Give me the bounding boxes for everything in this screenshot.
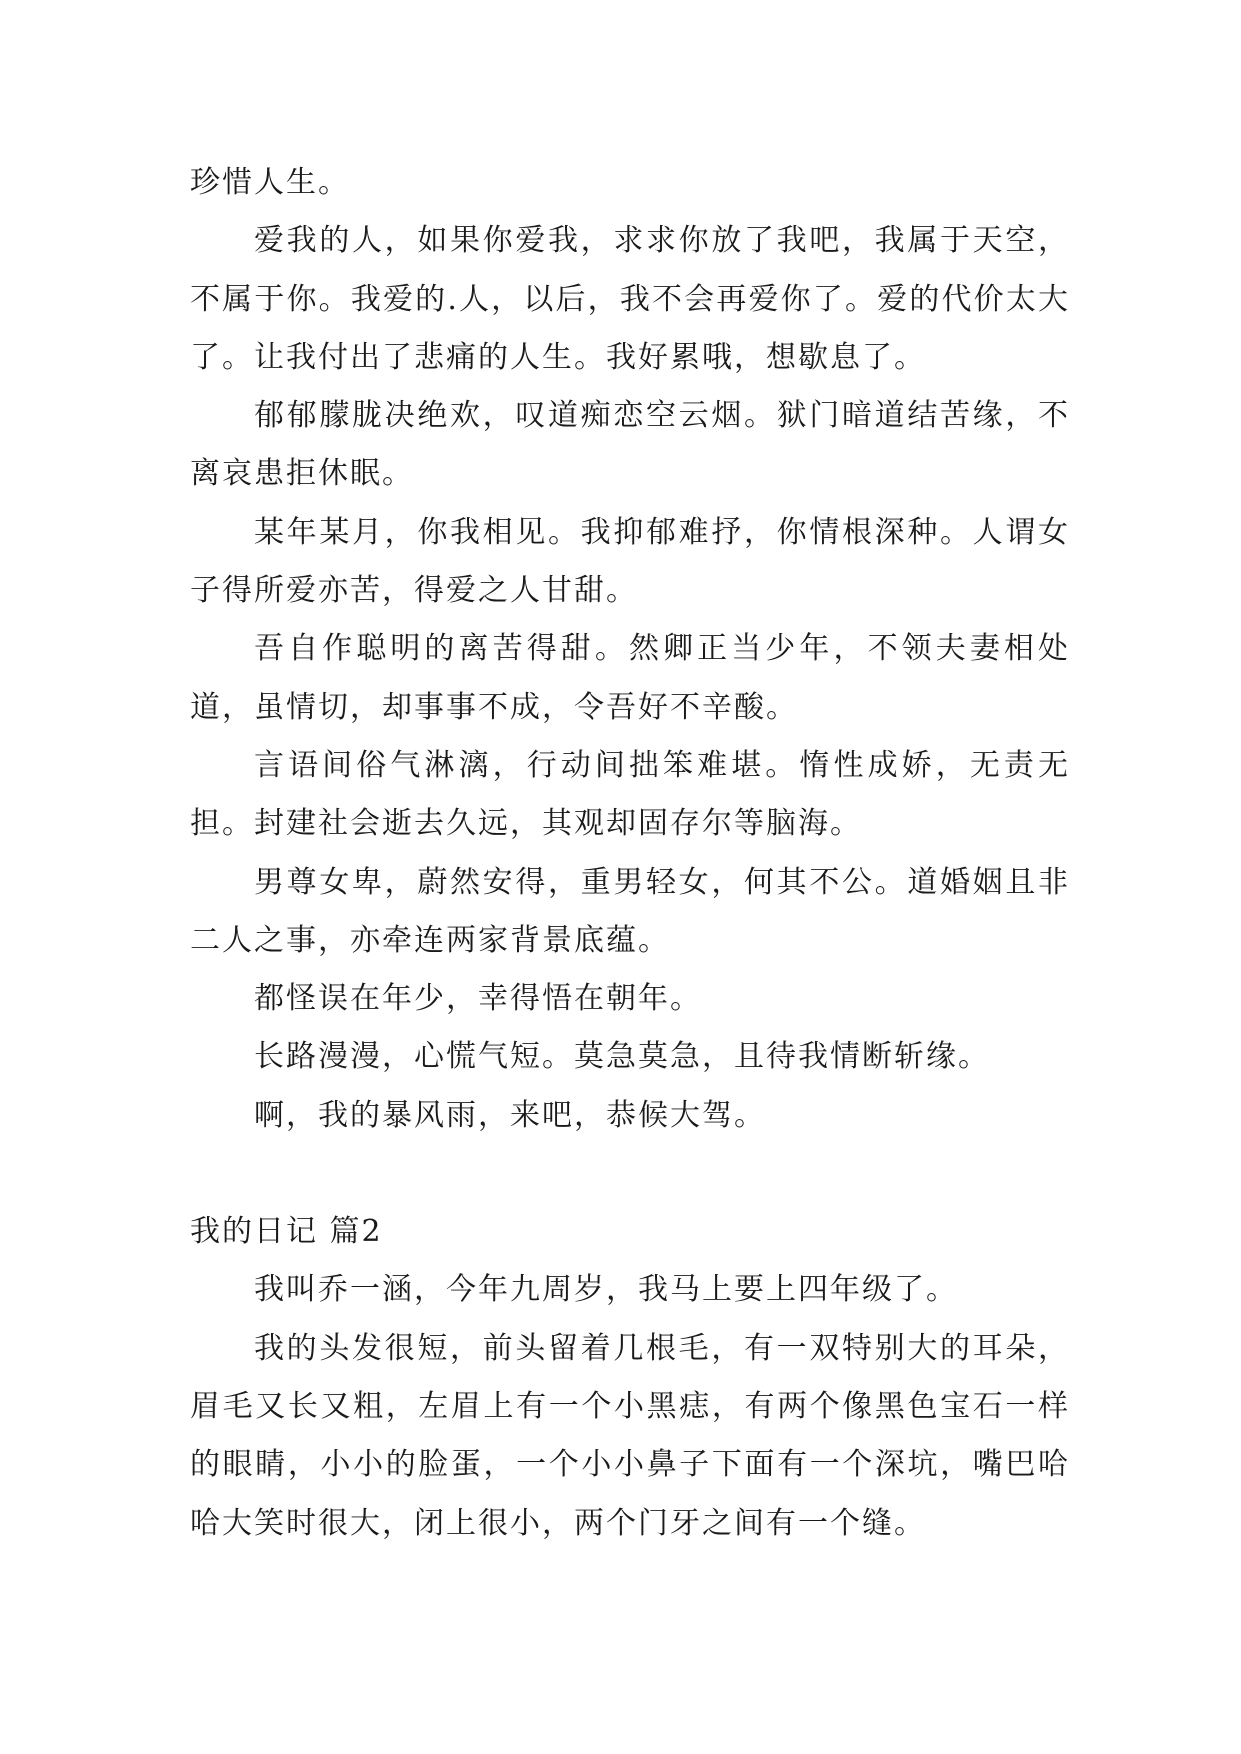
paragraph: 都怪误在年少，幸得悟在朝年。	[254, 981, 702, 1017]
paragraph: 某年某月，你我相见。我抑郁难抒，你情根深种。人谓女子得所爱亦苦，得爱之人甘甜。	[190, 514, 1070, 609]
paragraph: 吾自作聪明的离苦得甜。然卿正当少年，不领夫妻相处道，虽情切，却事事不成，令吾好不辛酸。	[190, 631, 1070, 725]
paragraph: 男尊女卑，蔚然安得，重男轻女，何其不公。道婚姻且非二人之事，亦牵连两家背景底蕴。	[190, 864, 1070, 958]
opening-line: 珍惜人生。	[190, 165, 350, 200]
section-spacer	[190, 1145, 1070, 1203]
paragraph: 我的头发很短，前头留着几根毛，有一双特别大的耳朵，眉毛又长又粗，左眉上有一个小黑痣，有两个像黑色宝石一样的眼睛，小小的脸蛋，一个小小鼻子下面有一个深坑，嘴巴哈哈大笑时很大，闭上很小，两个门牙之间有一个缝。	[190, 1330, 1070, 1541]
document-body	[190, 154, 1070, 1553]
paragraph: 长路漫漫，心慌气短。莫急莫急，且待我情断斩缘。	[254, 1039, 990, 1075]
paragraph: 言语间俗气淋漓，行动间拙笨难堪。惰性成娇，无责无担。封建社会逝去久远，其观却固存尔等脑海。	[190, 747, 1070, 842]
paragraph: 我叫乔一涵，今年九周岁，我马上要上四年级了。	[254, 1272, 958, 1308]
paragraph: 郁郁朦胧决绝欢，叹道痴恋空云烟。狱门暗道结苦缘，不离哀患拒休眠。	[190, 398, 1070, 492]
paragraph: 爱我的人，如果你爱我，求求你放了我吧，我属于天空，不属于你。我爱的.人，以后，我不会再爱你了。爱的代价太大了。让我付出了悲痛的人生。我好累哦，想歇息了。	[190, 223, 1070, 375]
section-title: 我的日记 篇2	[190, 1214, 383, 1250]
paragraph: 啊，我的暴风雨，来吧，恭候大驾。	[254, 1097, 766, 1133]
